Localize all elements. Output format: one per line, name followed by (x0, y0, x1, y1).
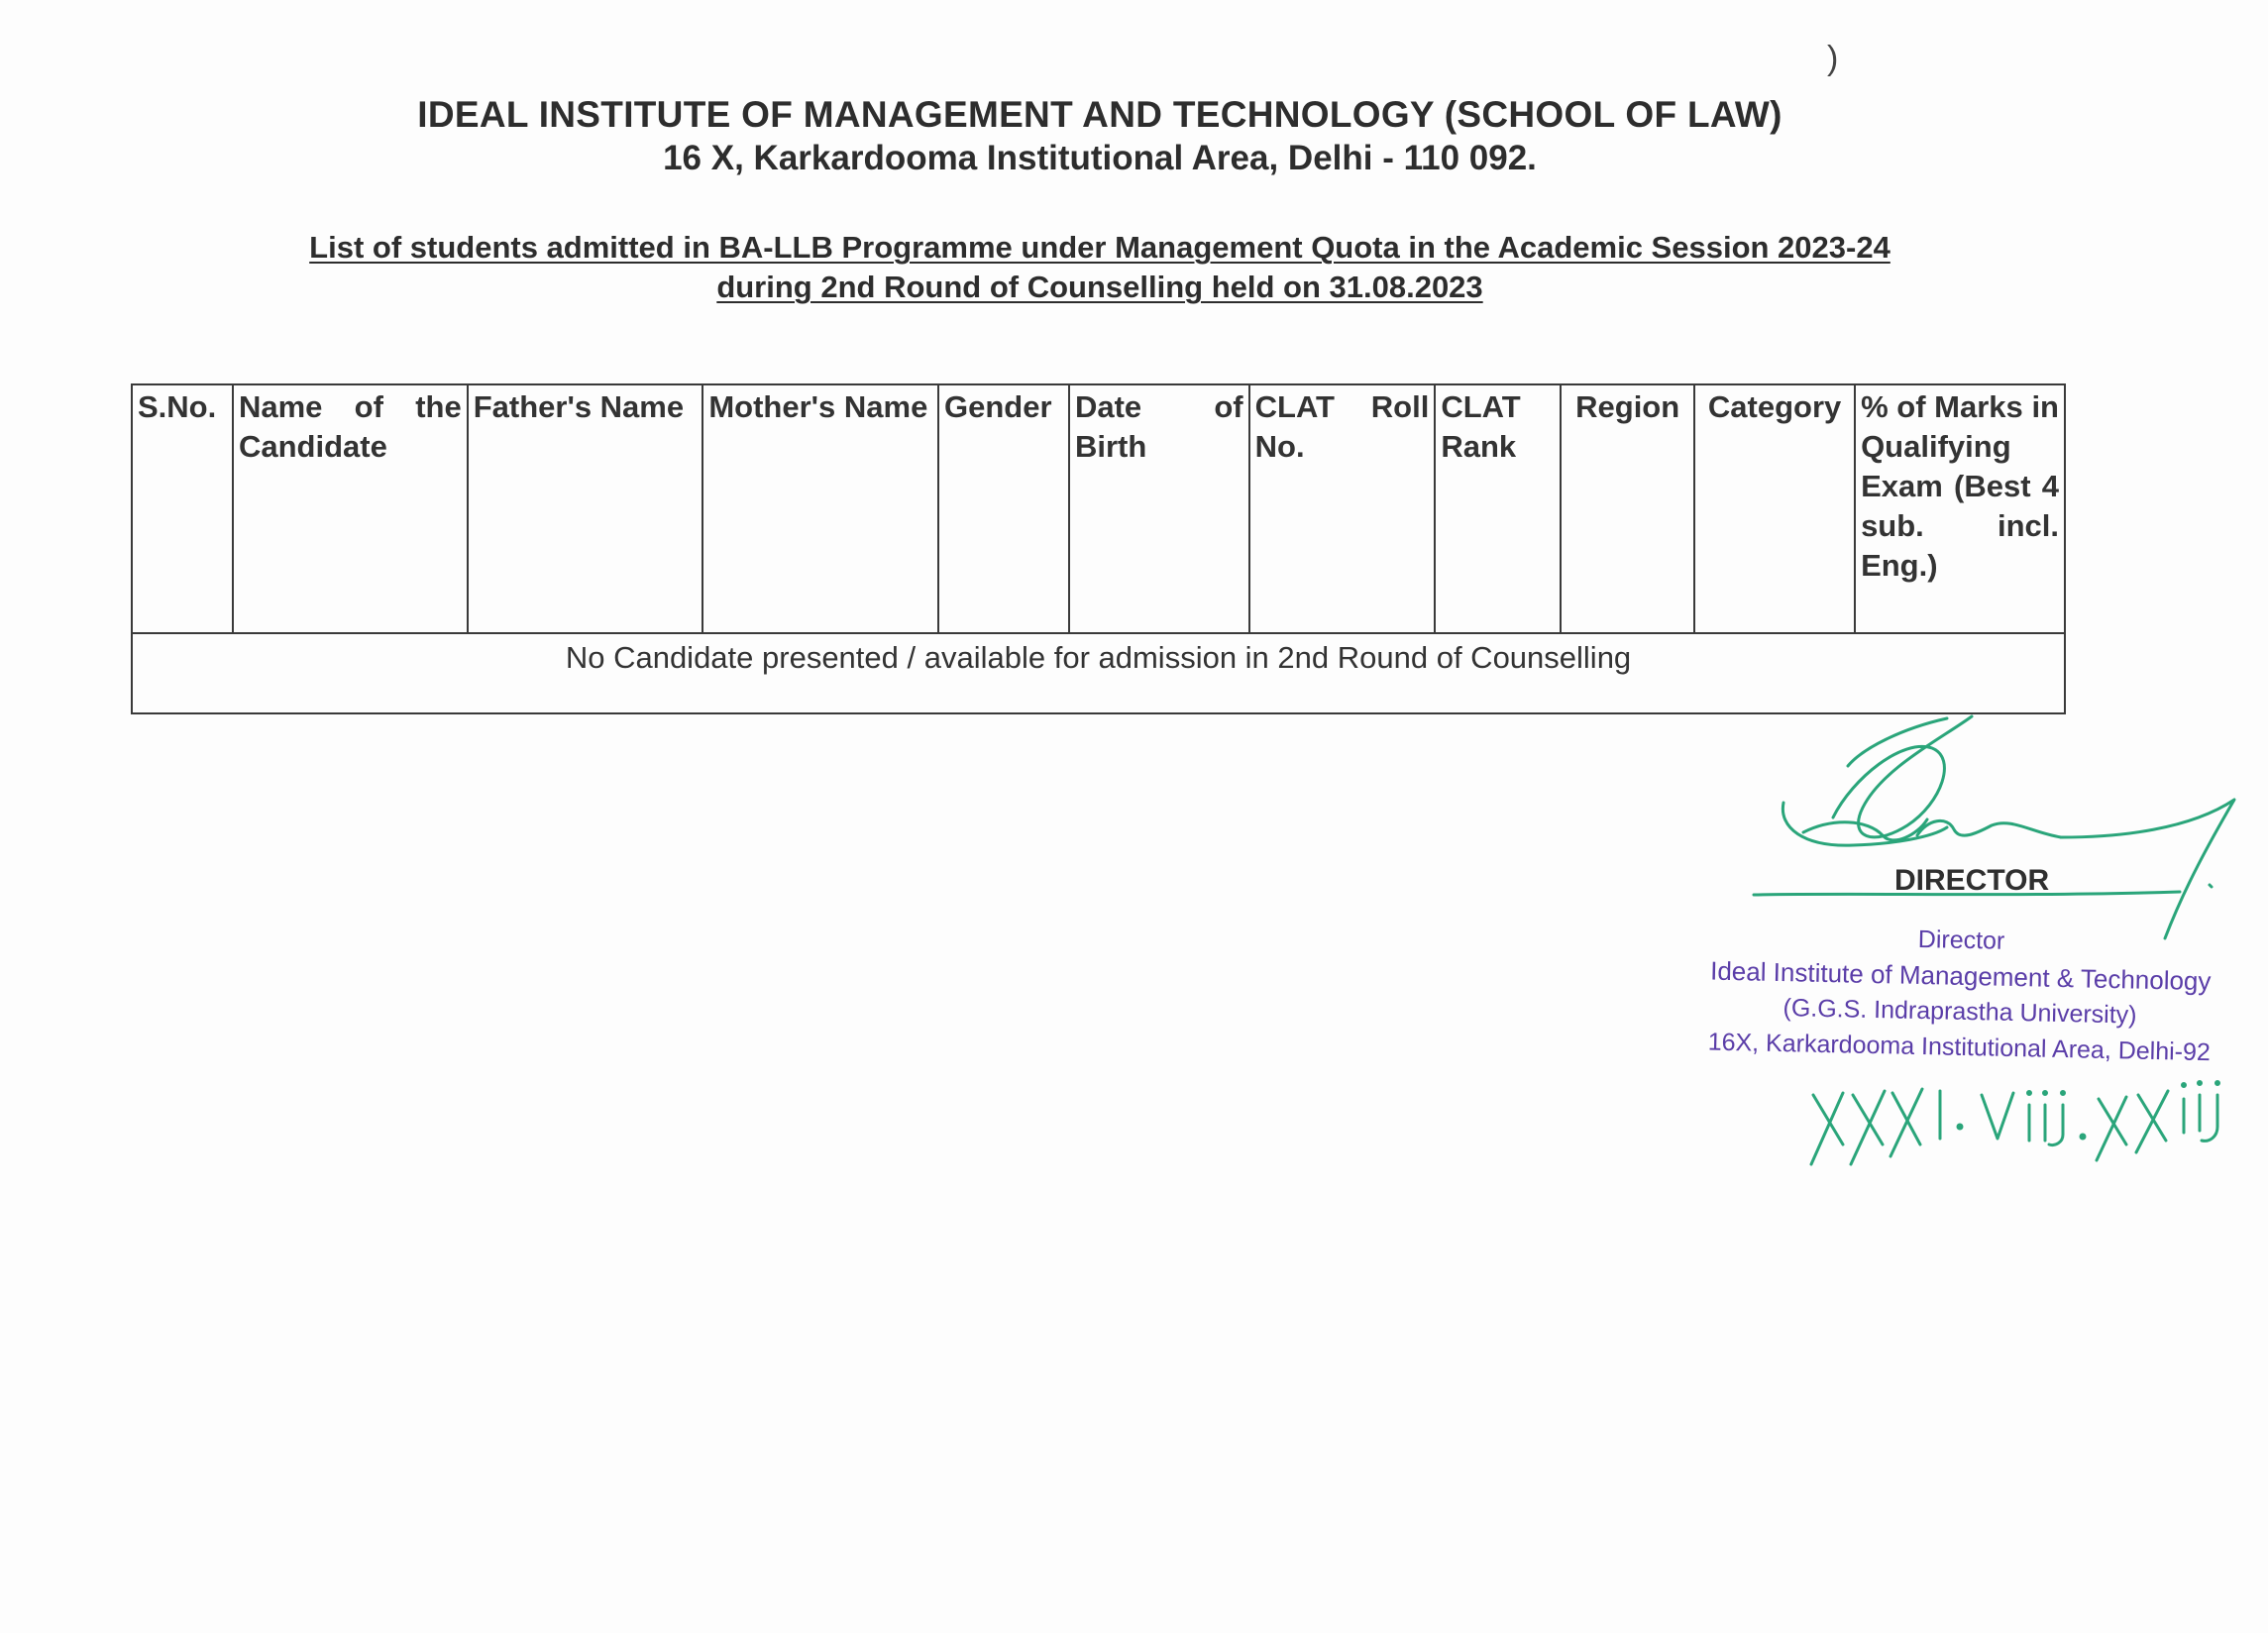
table-header-row (132, 384, 2065, 633)
handwritten-date (1803, 1065, 2249, 1174)
institute-name: IDEAL INSTITUTE OF MANAGEMENT AND TECHNOLOGY (SCHOOL OF LAW) (417, 94, 1782, 135)
col-header-date-of-birth: Date of Birth (1069, 384, 1249, 633)
col-header-region: Region (1561, 384, 1694, 633)
stamp-line-university: (G.G.S. Indraprastha University) (1782, 994, 2137, 1030)
col-header-category: Category (1694, 384, 1855, 633)
col-header-father-name: Father's Name (468, 384, 703, 633)
stamp-line-institute: Ideal Institute of Management & Technology (1709, 955, 2212, 997)
col-header-clat-rank: CLAT Rank (1435, 384, 1561, 633)
institute-address: 16 X, Karkardooma Institutional Area, Delhi - 110 092. (663, 139, 1537, 177)
director-stamp (1681, 917, 2239, 1071)
stray-pen-mark: ) (1827, 40, 1839, 77)
list-title-line-1: List of students admitted in BA-LLB Programme under Management Quota in the Academic Session 2023-24 (309, 230, 1890, 265)
col-header-mother-name: Mother's Name (702, 384, 938, 633)
stamp-line-title: Director (1917, 925, 2005, 955)
col-header-sno: S.No. (132, 384, 233, 633)
stamp-line-address: 16X, Karkardooma Institutional Area, Delhi-92 (1707, 1028, 2212, 1067)
col-header-candidate-name: Name of the Candidate (233, 384, 468, 633)
director-signature (1744, 708, 2249, 946)
col-header-marks-percent: % of Marks in Qualifying Exam (Best 4 sub. incl. Eng.) (1855, 384, 2065, 633)
admission-table (131, 383, 2066, 714)
col-header-clat-roll-no: CLAT Roll No. (1249, 384, 1436, 633)
director-title: DIRECTOR (1894, 864, 2050, 897)
no-candidate-message: No Candidate presented / available for admission in 2nd Round of Counselling (132, 633, 2065, 713)
table-row (132, 633, 2065, 713)
list-title-line-2: during 2nd Round of Counselling held on 31.08.2023 (716, 270, 1483, 304)
col-header-gender: Gender (938, 384, 1069, 633)
